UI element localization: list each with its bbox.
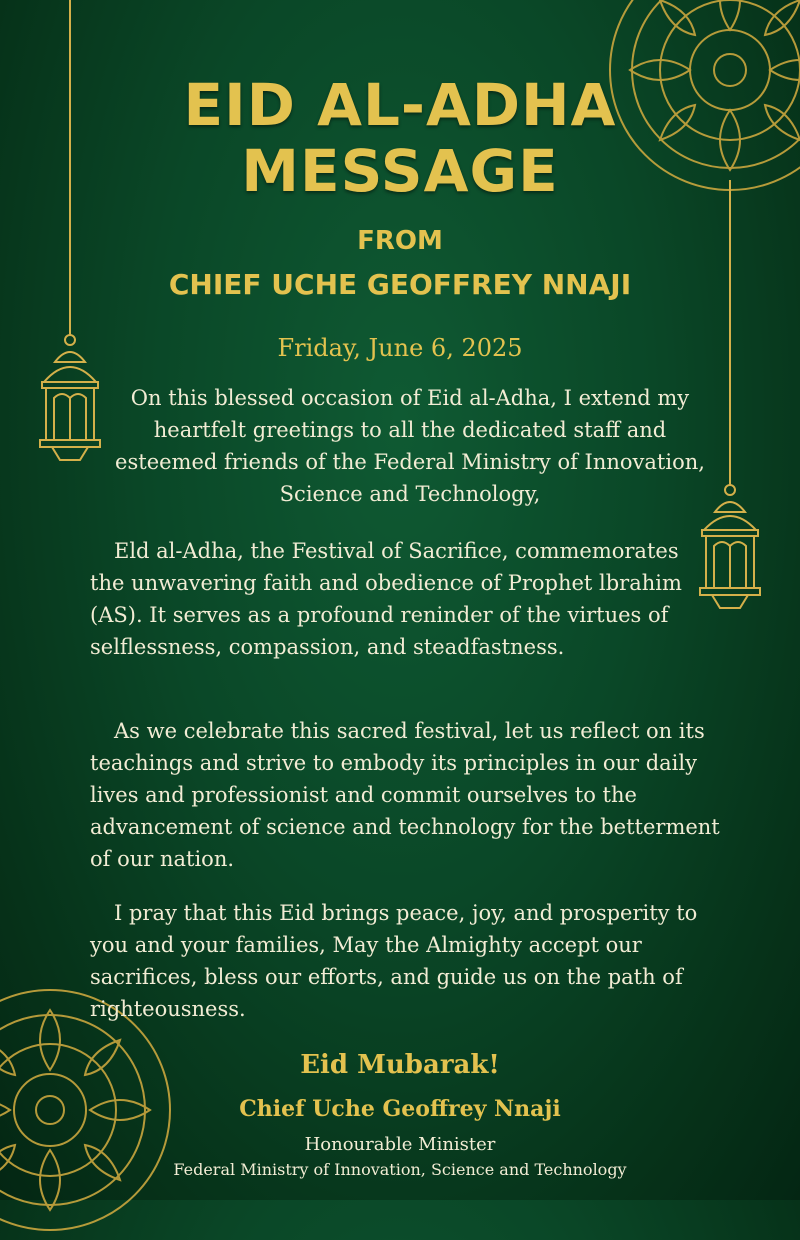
title: EID AL-ADHA MESSAGE (183, 71, 617, 205)
paragraph-reflection: As we celebrate this sacred festival, let us reflect on its teachings and strive to embody its principles in our daily lives and professionist and commit ourselves to the advancement of science and technology for the betterment of our nation. (90, 719, 720, 871)
paragraph-festival: Eld al-Adha, the Festival of Sacrifice, commemorates the unwavering faith and obedience of Prophet lbrahim (AS). It serves as a profound reninder of the virtues of selflessness, compassion, and steadfastness. (90, 539, 682, 659)
date: Friday, June 6, 2025 (277, 334, 523, 362)
signature-name: Chief Uche Geoffrey Nnaji (239, 1096, 561, 1122)
sender-name: CHIEF UCHE GEOFFREY NNAJI (168, 268, 632, 301)
signature-organization: Federal Ministry of Innovation, Science and Technology (173, 1160, 627, 1179)
paragraph-prayer: I pray that this Eid brings peace, joy, and prosperity to you and your families, May the Almighty accept our sacrifices, bless our efforts, and guide us on the path of righteousness. (90, 901, 698, 1021)
paragraph-greeting: On this blessed occasion of Eid al-Adha, I extend my heartfelt greetings to all the dedicated staff and esteemed friends of the Federal Ministry of Innovation, Science and Technology, (115, 386, 705, 506)
closing-greeting: Eid Mubarak! (300, 1050, 500, 1080)
from-label: FROM (357, 226, 443, 256)
signature-role: Honourable Minister (304, 1134, 496, 1155)
